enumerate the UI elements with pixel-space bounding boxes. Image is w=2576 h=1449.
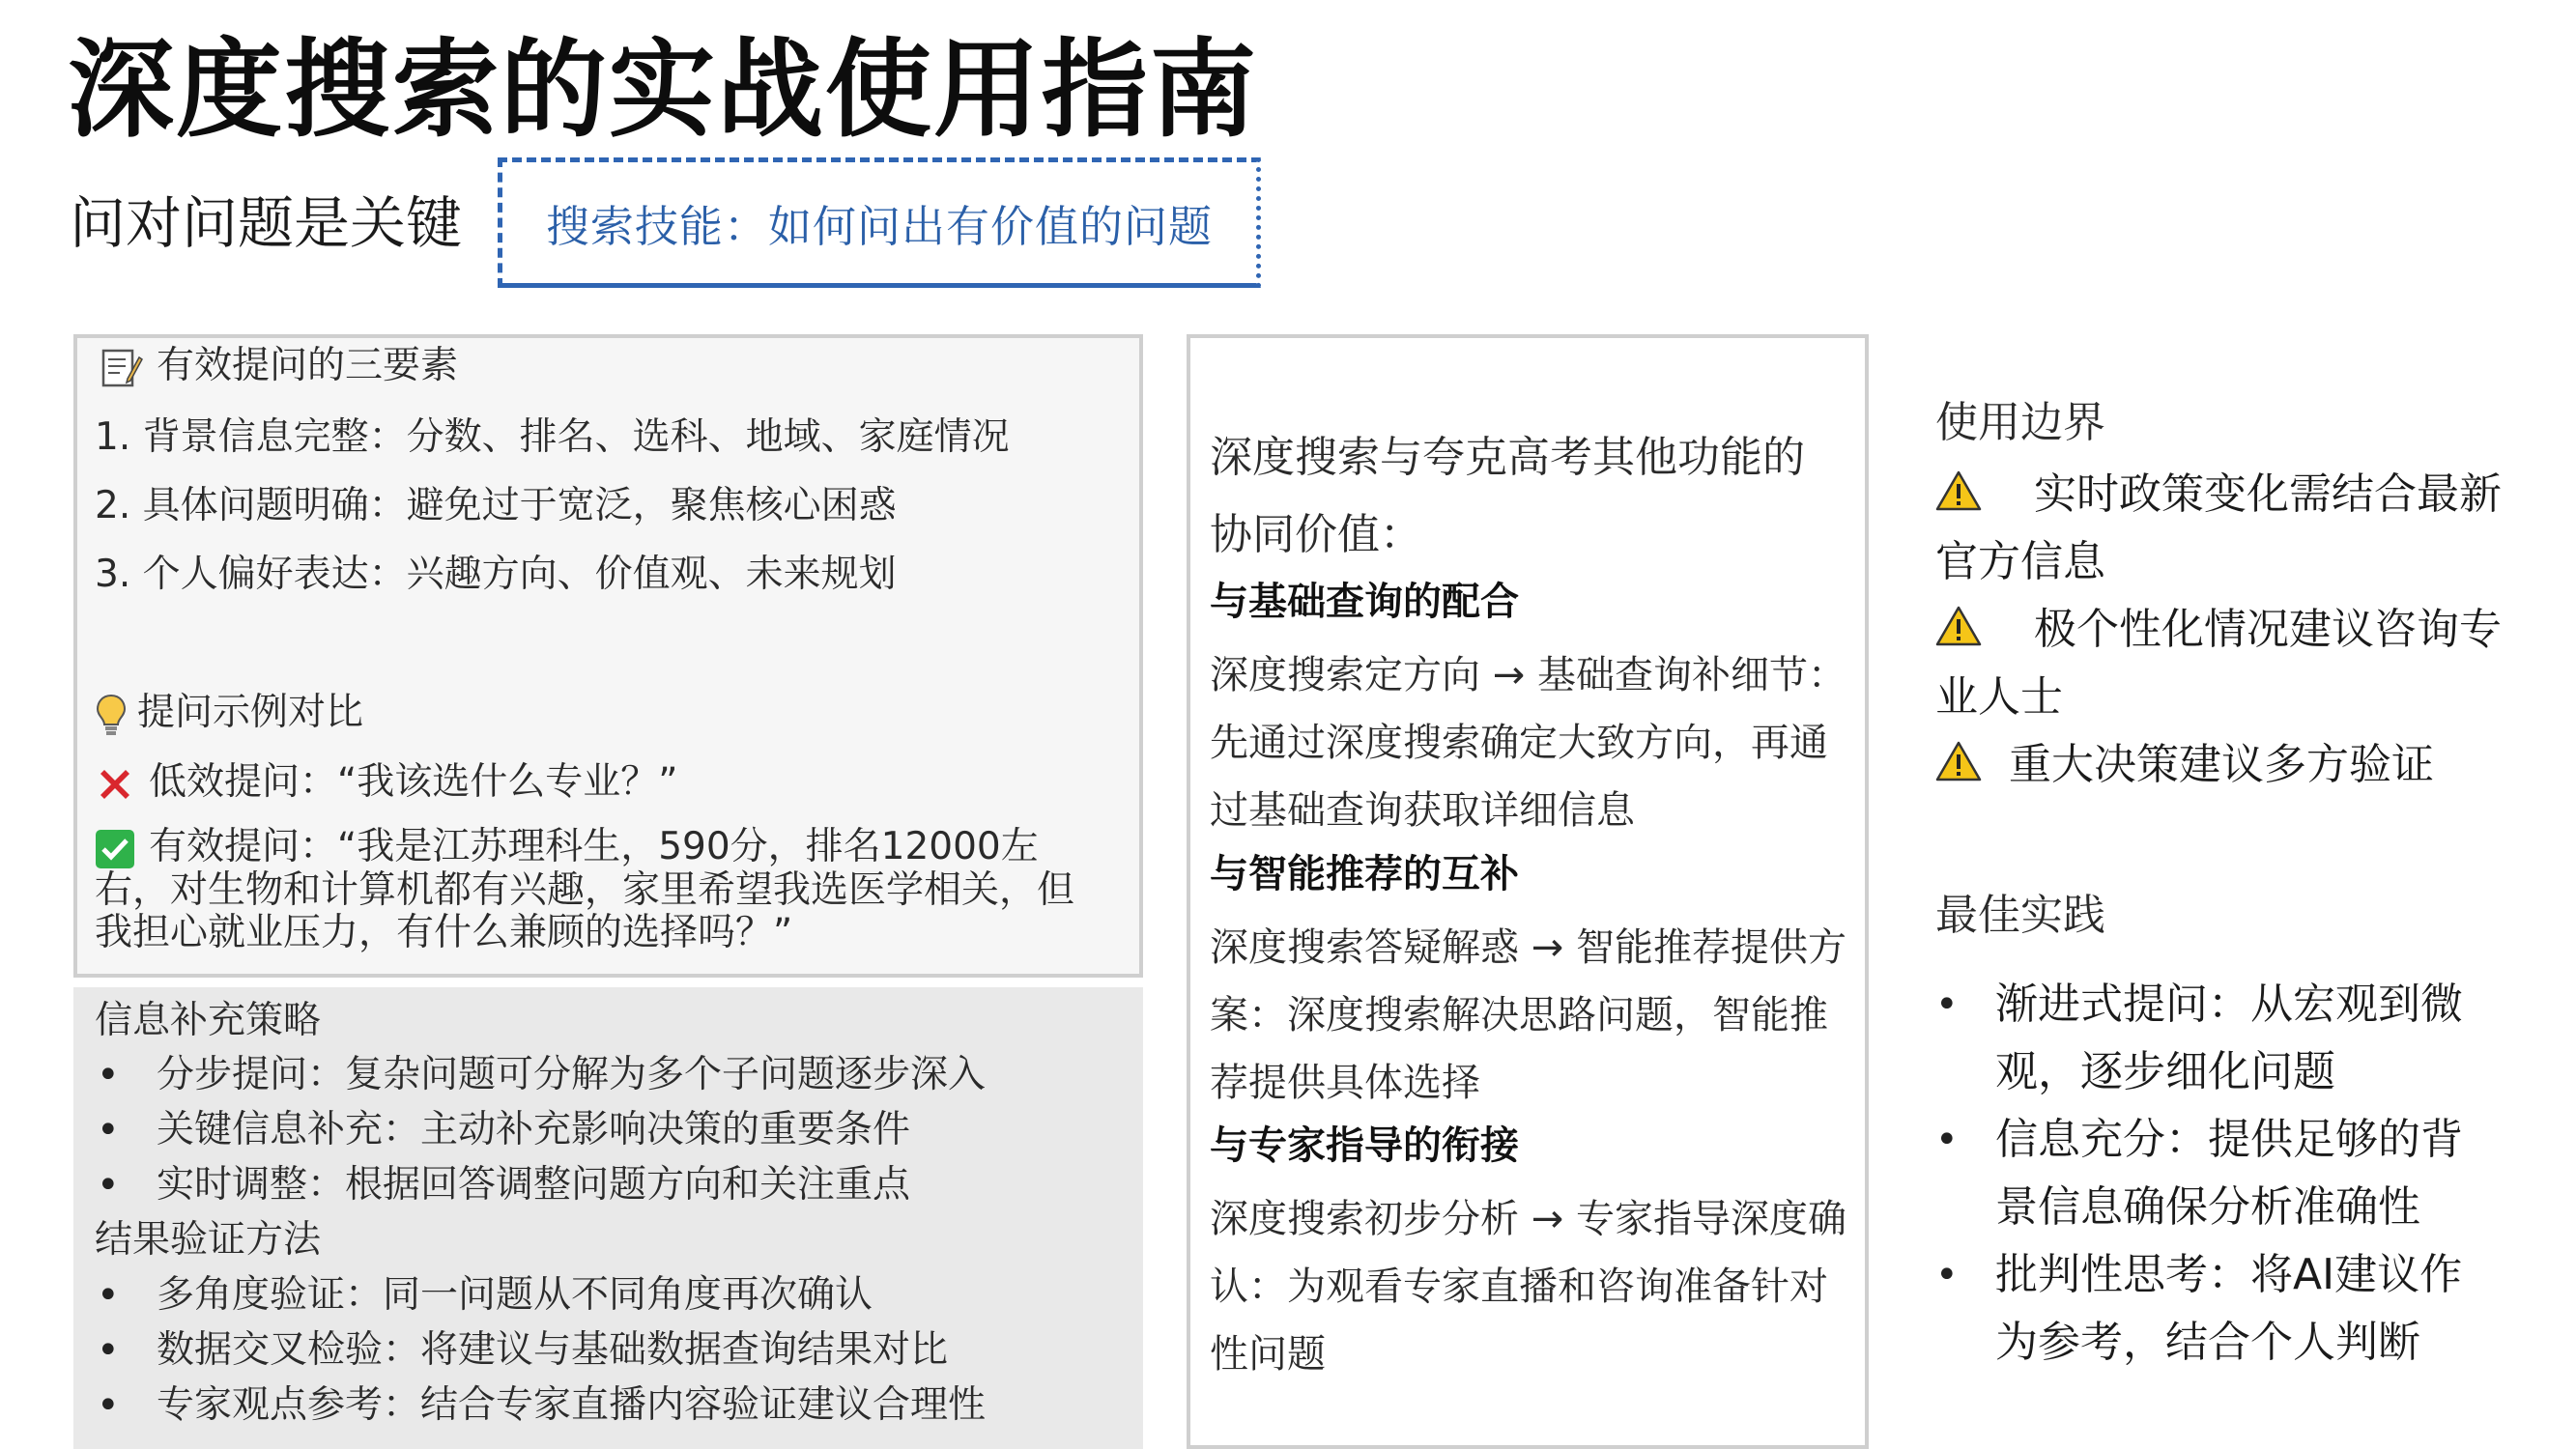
practice-item: • 批判性思考：将AI建议作为参考，结合个人判断	[1935, 1241, 2488, 1377]
list-item: 实时调整：根据回答调整问题方向和关注重点	[157, 1163, 911, 1207]
bad-example: 低效提问：“我该选什么专业？”	[95, 760, 677, 807]
block-title: 与智能推荐的互补	[1210, 852, 1519, 896]
synergy-panel	[1187, 334, 1869, 1449]
block-title: 与基础查询的配合	[1210, 580, 1519, 624]
bullet: •	[97, 1053, 120, 1097]
page-title: 深度搜索的实战使用指南	[68, 28, 1258, 152]
verification-title: 结果验证方法	[95, 1218, 322, 1262]
boundary-title: 使用边界	[1935, 398, 2105, 447]
section-tag: 搜索技能：如何问出有价值的问题	[498, 157, 1261, 288]
strategy-title: 信息补充策略	[95, 999, 322, 1042]
list-item: 分步提问：复杂问题可分解为多个子问题逐步深入	[157, 1053, 987, 1096]
list-item: 多角度验证：同一问题从不同角度再次确认	[157, 1273, 873, 1317]
bullet: •	[1935, 1117, 1959, 1162]
bullet: •	[97, 1163, 120, 1208]
best-practice-title: 最佳实践	[1935, 891, 2105, 940]
practice-item: • 渐进式提问：从宏观到微观，逐步细化问题	[1935, 971, 2488, 1106]
strategy-panel	[73, 987, 1143, 1449]
warning-icon	[1935, 469, 1982, 512]
best-practices	[1935, 891, 2515, 1377]
bullet: •	[97, 1328, 120, 1373]
warning-icon	[1935, 605, 1982, 647]
block-text: 深度搜索定方向 → 基础查询补细节：先通过深度搜索确定大致方向，再通过基础查询获取详细信息	[1210, 653, 1846, 833]
section-title: 提问示例对比	[137, 691, 364, 734]
usage-boundary	[1935, 398, 2515, 799]
memo-icon	[99, 346, 143, 390]
section-heading-examples	[95, 691, 363, 737]
page-subtitle: 问对问题是关键	[70, 190, 463, 256]
section-title: 有效提问的三要素	[157, 344, 459, 387]
list-item: 2. 具体问题明确：避免过于宽泛，聚焦核心困惑	[95, 484, 897, 527]
list-item: 关键信息补充：主动补充影响决策的重要条件	[157, 1108, 911, 1151]
block-text: 深度搜索答疑解惑 → 智能推荐提供方案：深度搜索解决思路问题，智能推荐提供具体选择	[1210, 925, 1846, 1105]
check-mark-icon	[95, 829, 135, 869]
bullet: •	[1935, 1252, 1959, 1297]
practice-item: • 信息充分：提供足够的背景信息确保分析准确性	[1935, 1106, 2488, 1241]
bullet: •	[97, 1383, 120, 1428]
warning-item: 极个性化情况建议咨询专业人士	[1935, 604, 2502, 722]
section-heading-three-elements	[99, 344, 458, 390]
block-title: 与专家指导的衔接	[1210, 1123, 1519, 1168]
list-item: 3. 个人偏好表达：兴趣方向、价值观、未来规划	[95, 553, 897, 596]
lightbulb-icon	[95, 693, 128, 737]
synergy-heading: 深度搜索与夸克高考其他功能的协同价值：	[1210, 433, 1805, 559]
list-item: 数据交叉检验：将建议与基础数据查询结果对比	[157, 1328, 949, 1372]
warning-item: 重大决策建议多方验证	[1935, 731, 2515, 799]
bullet: •	[97, 1273, 120, 1318]
warning-icon	[1935, 740, 1982, 782]
list-item: 专家观点参考：结合专家直播内容验证建议合理性	[157, 1383, 987, 1427]
cross-mark-icon	[95, 762, 135, 807]
questioning-panel	[73, 334, 1143, 978]
list-item: 1. 背景信息完整：分数、排名、选科、地域、家庭情况	[95, 415, 1010, 459]
bullet: •	[97, 1108, 120, 1152]
block-text: 深度搜索初步分析 → 专家指导深度确认：为观看专家直播和咨询准备针对性问题	[1210, 1197, 1846, 1377]
bullet: •	[1935, 981, 1959, 1027]
warning-item: 实时政策变化需结合最新官方信息	[1935, 469, 2502, 586]
good-example: 有效提问：“我是江苏理科生，590分，排名12000左右，对生物和计算机都有兴趣，家里希望我选医学相关，但我担心就业压力，有什么兼顾的选择吗？”	[95, 825, 1075, 954]
